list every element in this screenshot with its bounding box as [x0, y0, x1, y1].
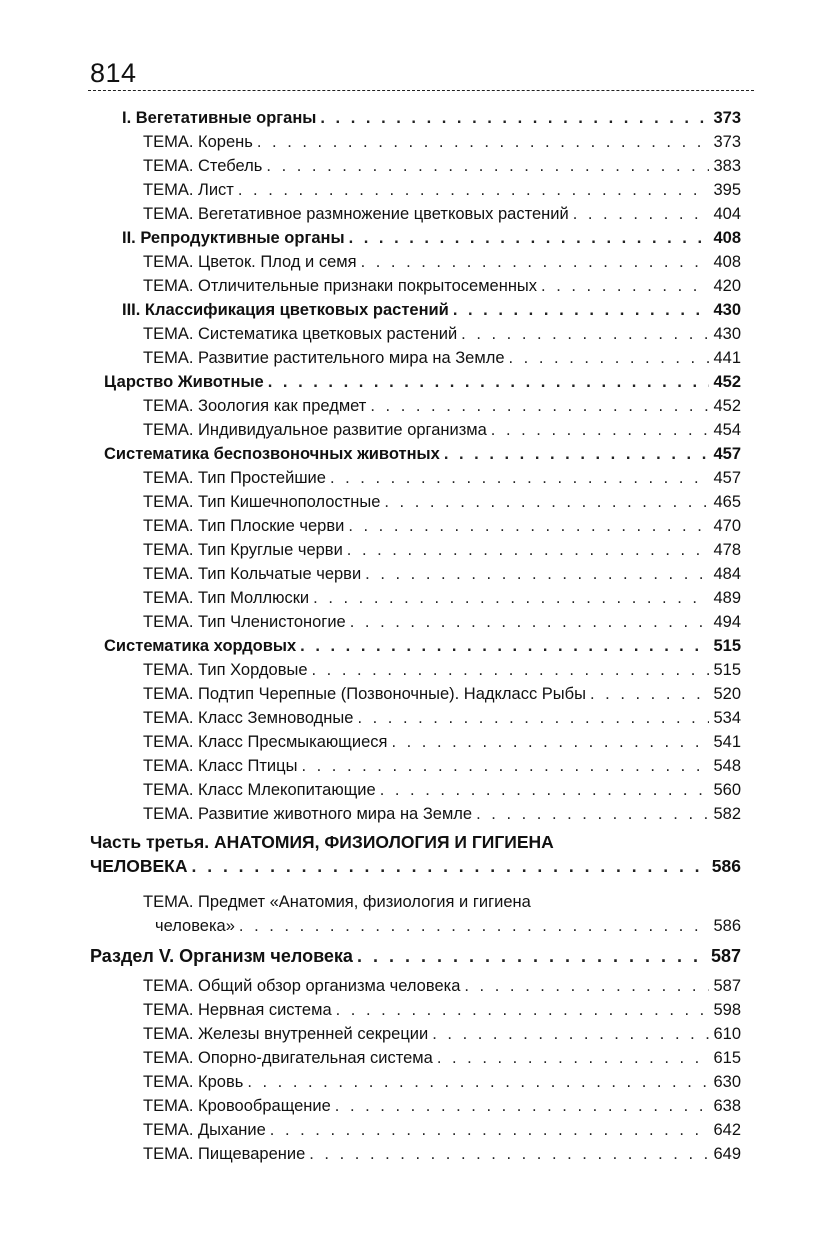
dot-leader [380, 780, 710, 800]
toc-entry-page: 441 [713, 349, 741, 367]
toc-entry-title: человека» [155, 917, 235, 935]
toc-topic[interactable] [143, 348, 741, 368]
toc-entry-title: ТЕМА. Тип Моллюски [143, 589, 310, 607]
toc-topic[interactable] [143, 516, 741, 536]
toc-entry-page: 470 [713, 517, 741, 535]
toc-entry-title: ТЕМА. Отличительные признаки покрытосеменных [143, 277, 538, 295]
toc-entry-title: ТЕМА. Общий обзор организма человека [143, 977, 461, 995]
toc-entry-title: ТЕМА. Пищеварение [143, 1145, 306, 1163]
toc-entry-page: 541 [713, 733, 741, 751]
toc-entry-page: 642 [713, 1121, 741, 1139]
toc-entry-title: ТЕМА. Железы внутренней секреции [143, 1025, 429, 1043]
dot-leader [437, 1048, 710, 1068]
dot-leader [336, 1000, 710, 1020]
toc-topic[interactable] [143, 660, 741, 680]
toc-topic[interactable] [143, 780, 741, 800]
toc-entry-page: 598 [713, 1001, 741, 1019]
toc-entry-page: 630 [713, 1073, 741, 1091]
toc-topic[interactable] [143, 1144, 741, 1164]
toc-entry-title: ТЕМА. Корень [143, 133, 253, 151]
dot-leader [247, 1072, 709, 1092]
toc-entry-title: ТЕМА. Развитие животного мира на Земле [143, 805, 473, 823]
toc-entry-page: 560 [713, 781, 741, 799]
toc-entry-title: ТЕМА. Цветок. Плод и семя [143, 253, 357, 271]
toc-entry-title: ТЕМА. Тип Простейшие [143, 469, 326, 487]
toc-section-v[interactable] [90, 946, 741, 966]
toc-entry-title: ТЕМА. Зоология как предмет [143, 397, 367, 415]
header-rule [88, 90, 754, 91]
dot-leader [350, 612, 710, 632]
intro-topic-line1: ТЕМА. Предмет «Анатомия, физиология и гигиена [143, 893, 531, 911]
dot-leader [590, 684, 709, 704]
toc-entry-page: 452 [713, 373, 741, 391]
dot-leader [476, 804, 709, 824]
dot-leader [268, 372, 710, 392]
toc-entry-title: II. Репродуктивные органы [122, 229, 345, 247]
toc-part-three[interactable] [90, 856, 741, 876]
dot-leader [335, 1096, 710, 1116]
toc-entry-page: 420 [713, 277, 741, 295]
dot-leader [257, 132, 710, 152]
dot-leader [301, 756, 709, 776]
toc-topic[interactable] [143, 1072, 741, 1092]
toc-entry-title: ТЕМА. Класс Птицы [143, 757, 298, 775]
dot-leader [320, 108, 709, 128]
toc-entry-page: 515 [713, 637, 741, 655]
toc-topic[interactable] [143, 252, 741, 272]
toc-entry-title: ТЕМА. Класс Пресмыкающиеся [143, 733, 388, 751]
toc-entry-title: ТЕМА. Класс Млекопитающие [143, 781, 376, 799]
toc-topic[interactable] [143, 420, 741, 440]
toc-topic[interactable] [143, 684, 741, 704]
toc-entry-page: 457 [713, 445, 741, 463]
toc-entry-page: 548 [713, 757, 741, 775]
toc-entry-title: ТЕМА. Тип Плоские черви [143, 517, 345, 535]
dot-leader [330, 468, 710, 488]
toc-topic[interactable] [143, 156, 741, 176]
dot-leader [464, 976, 709, 996]
toc-entry-page: 582 [713, 805, 741, 823]
toc-topic[interactable] [143, 708, 741, 728]
dot-leader [444, 444, 710, 464]
dot-leader [370, 396, 709, 416]
toc-entry-page: 430 [713, 301, 741, 319]
dot-leader [391, 732, 709, 752]
toc-topic[interactable] [143, 204, 741, 224]
toc-entry-page: 383 [713, 157, 741, 175]
toc-entry-page: 649 [713, 1145, 741, 1163]
toc-entry-title: I. Вегетативные органы [122, 109, 317, 127]
toc-entry-title: ТЕМА. Тип Хордовые [143, 661, 308, 679]
toc-entry-page: 494 [713, 613, 741, 631]
toc-entry-page: 615 [713, 1049, 741, 1067]
toc-chapter-classification[interactable] [122, 300, 741, 320]
dot-leader [357, 946, 707, 966]
toc-entry-title: Раздел V. Организм человека [90, 946, 353, 966]
dot-leader [300, 636, 709, 656]
toc-entry-page: 586 [713, 917, 741, 935]
toc-topic[interactable] [143, 1120, 741, 1140]
dot-leader [509, 348, 710, 368]
toc-entry-page: 465 [713, 493, 741, 511]
dot-leader [491, 420, 710, 440]
dot-leader [238, 180, 710, 200]
toc-entry-page: 408 [713, 229, 741, 247]
dot-leader [313, 588, 709, 608]
toc-entry-title: ТЕМА. Тип Кишечнополостные [143, 493, 381, 511]
toc-entry-title: ТЕМА. Подтип Черепные (Позвоночные). Надкласс Рыбы [143, 685, 586, 703]
toc-topic[interactable] [143, 976, 741, 996]
toc-topic[interactable] [143, 132, 741, 152]
toc-entry-page: 520 [713, 685, 741, 703]
dot-leader [541, 276, 709, 296]
dot-leader [461, 324, 709, 344]
toc-entry-title: ТЕМА. Вегетативное размножение цветковых растений [143, 205, 569, 223]
toc-entry-page: 489 [713, 589, 741, 607]
dot-leader [573, 204, 710, 224]
dot-leader [357, 708, 709, 728]
toc-entry-page: 408 [713, 253, 741, 271]
toc-entry-title: ТЕМА. Тип Круглые черви [143, 541, 343, 559]
toc-entry-page: 484 [713, 565, 741, 583]
toc-entry-title: ТЕМА. Кровь [143, 1073, 244, 1091]
toc-entry-title: III. Классификация цветковых растений [122, 301, 449, 319]
toc-topic[interactable] [143, 804, 741, 824]
toc-entry-page: 404 [713, 205, 741, 223]
toc-entry-page: 587 [713, 977, 741, 995]
toc-topic[interactable] [143, 468, 741, 488]
dot-leader [432, 1024, 709, 1044]
toc-entry-page: 395 [713, 181, 741, 199]
toc-topic[interactable] [143, 756, 741, 776]
toc-entry-page: 373 [713, 109, 741, 127]
toc-entry-page: 454 [713, 421, 741, 439]
part-title-line2: ЧЕЛОВЕКА [90, 856, 188, 876]
toc-entry-page: 586 [711, 856, 741, 876]
toc-topic[interactable] [143, 180, 741, 200]
toc-entry-page: 638 [713, 1097, 741, 1115]
toc-entry-title: ТЕМА. Дыхание [143, 1121, 266, 1139]
dot-leader [309, 1144, 709, 1164]
toc-chapter-reproductive-organs[interactable] [122, 228, 741, 248]
dot-leader [361, 252, 710, 272]
toc-topic[interactable] [143, 324, 741, 344]
toc-entry-title: ТЕМА. Класс Земноводные [143, 709, 354, 727]
toc-entry-page: 534 [713, 709, 741, 727]
toc-entry-title: Систематика беспозвоночных животных [104, 445, 440, 463]
toc-chapter-chordates[interactable] [104, 636, 741, 656]
toc-topic[interactable] [143, 276, 741, 296]
dot-leader [270, 1120, 710, 1140]
toc-topic[interactable] [143, 564, 741, 584]
dot-leader [348, 516, 709, 536]
toc-topic[interactable] [143, 732, 741, 752]
toc-topic[interactable] [143, 588, 741, 608]
toc-topic[interactable] [143, 1000, 741, 1020]
dot-leader [349, 228, 710, 248]
page-number: 814 [90, 58, 137, 88]
part-title-line1: АНАТОМИЯ, ФИЗИОЛОГИЯ И ГИГИЕНА [209, 832, 554, 852]
toc-entry-title: ТЕМА. Тип Членистоногие [143, 613, 346, 631]
toc-entry-title: ТЕМА. Кровообращение [143, 1097, 331, 1115]
dot-leader [312, 660, 710, 680]
dot-leader [266, 156, 709, 176]
toc-entry-page: 587 [710, 946, 741, 966]
toc-topic[interactable] [143, 492, 741, 512]
toc-topic[interactable] [143, 612, 741, 632]
toc-entry-title: ТЕМА. Тип Кольчатые черви [143, 565, 362, 583]
toc-entry-title: ТЕМА. Систематика цветковых растений [143, 325, 458, 343]
toc-chapter-animal-kingdom[interactable] [104, 372, 741, 392]
toc-entry-title: ТЕМА. Развитие растительного мира на Земле [143, 349, 505, 367]
toc-entry-title: Царство Животные [104, 373, 264, 391]
part-three-heading [90, 832, 554, 852]
toc-topic[interactable] [143, 540, 741, 560]
dot-leader [192, 856, 708, 876]
dot-leader [347, 540, 710, 560]
toc-entry-page: 457 [713, 469, 741, 487]
toc-entry-title: ТЕМА. Индивидуальное развитие организма [143, 421, 487, 439]
dot-leader [239, 916, 710, 936]
dot-leader [453, 300, 710, 320]
toc-entry-title: ТЕМА. Опорно-двигательная система [143, 1049, 433, 1067]
dot-leader [365, 564, 709, 584]
dot-leader [384, 492, 709, 512]
toc-chapter-vegetative-organs[interactable] [122, 108, 741, 128]
toc-entry-page: 430 [713, 325, 741, 343]
toc-entry-title: ТЕМА. Стебель [143, 157, 263, 175]
toc-entry-title: ТЕМА. Нервная система [143, 1001, 332, 1019]
toc-topic[interactable] [143, 396, 741, 416]
toc-topic[interactable] [143, 1024, 741, 1044]
toc-entry-page: 478 [713, 541, 741, 559]
toc-topic[interactable] [143, 1096, 741, 1116]
toc-topic[interactable] [143, 1048, 741, 1068]
toc-chapter-invertebrates[interactable] [104, 444, 741, 464]
toc-entry-page: 452 [713, 397, 741, 415]
toc-entry-page: 373 [713, 133, 741, 151]
toc-entry-page: 515 [713, 661, 741, 679]
toc-intro-topic[interactable] [155, 916, 741, 936]
toc-entry-title: Систематика хордовых [104, 637, 297, 655]
toc-entry-page: 610 [713, 1025, 741, 1043]
toc-entry-title: ТЕМА. Лист [143, 181, 234, 199]
part-prefix: Часть третья. [90, 832, 210, 852]
